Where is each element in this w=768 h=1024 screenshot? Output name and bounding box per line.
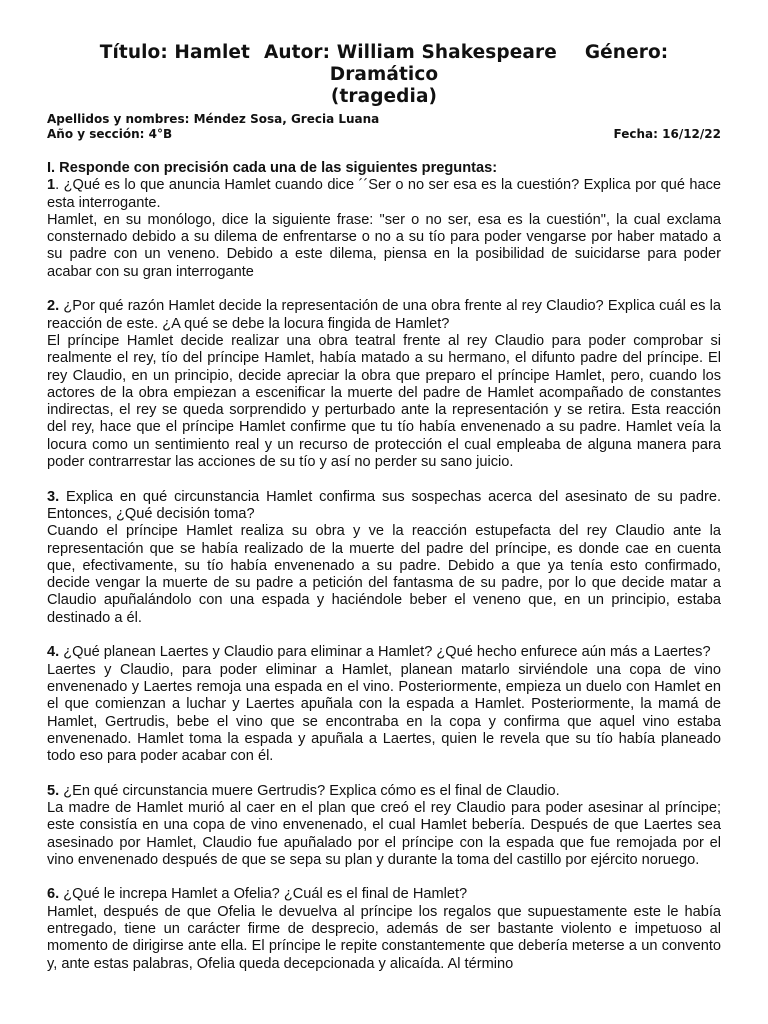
question-number: 2. xyxy=(47,298,60,315)
answer-text: La madre de Hamlet murió al caer en el plan que creó el rey Claudio para poder asesinar al príncipe; este consistía en una copa de vino envenenado, el cual Hamlet bebería. Después de que Laertes sea asesinado por Hamlet, Claudio fue apuñalado por el príncipe con la espada que fue remojada por el vino envenenado después de que se sepa su plan y durante la toma del castillo por ejército noruego. xyxy=(47,799,721,868)
question-text xyxy=(47,783,721,800)
document-title-line xyxy=(47,42,721,86)
question-block-4 xyxy=(47,644,721,765)
answer-text: Hamlet, después de que Ofelia le devuelva al príncipe los regalos que supuestamente este le había entregado, tiene un carácter firme de desprecio, además de ser bastante violento e impetuoso al momento de dirigirse ante ella. El príncipe le repite constantemente que debería meterse a un convento y, ante estas palabras, Ofelia queda decepcionada y alicaída. Al término xyxy=(47,903,721,972)
author-value: William Shakespeare xyxy=(336,42,557,63)
question-block-3 xyxy=(47,489,721,627)
question-text xyxy=(47,886,721,903)
question-number: 3. xyxy=(47,488,60,505)
question-number: 6. xyxy=(47,886,60,903)
question-text xyxy=(47,298,721,333)
questions-list xyxy=(47,177,721,973)
answer-text: Laertes y Claudio, para poder eliminar a Hamlet, planean matarlo sirviéndole una copa de vino envenenado y Laertes remoja una espada en el vino. Posteriormente, empieza un duelo con Hamlet en el que comienzan a luchar y Laertes apuñala con la espada a Hamlet. Posteriormente, la mamá de Hamlet, Gertrudis, bebe el vino que se encontraba en la copa y confirma que aquel vino estaba envenenado. Hamlet toma la espada y apuñala a Laertes, quien le revela que su tío había planeado todo eso para poder acabar con él. xyxy=(47,661,721,765)
question-prompt: ¿En qué circunstancia muere Gertrudis? Explica cómo es el final de Claudio. xyxy=(59,782,560,799)
question-text xyxy=(47,177,721,212)
document-page xyxy=(47,42,721,973)
answer-text: Cuando el príncipe Hamlet realiza su obra y ve la reacción estupefacta del rey Claudio ante la representación que se había realizado de la muerte del padre del príncipe, es donde cae en cuenta que, efectivamente, su tío había envenenado a su padre. Debido a que ya tenía esto confirmado, decide vengar la muerte de su padre a petición del fantasma de su padre, por lo que decide matar a Claudio apuñalándolo con una espada y haciéndole beber el veneno que, en un principio, estaba destinado a él. xyxy=(47,523,721,626)
question-number: 1 xyxy=(47,177,56,194)
question-number: 5. xyxy=(47,782,60,799)
question-block-6 xyxy=(47,886,721,972)
instruction-heading: I. Responde con precisión cada una de las siguientes preguntas: xyxy=(47,160,498,176)
section: Año y sección: 4°B xyxy=(47,127,173,141)
title-value: Hamlet xyxy=(174,42,250,63)
student-info xyxy=(47,112,721,142)
question-prompt: Explica en qué circunstancia Hamlet confirma sus sospechas acerca del asesinato de su padre. Entonces, ¿Qué decisión toma? xyxy=(47,488,721,522)
title-label: Título: xyxy=(99,42,168,63)
date: Fecha: 16/12/22 xyxy=(613,127,721,141)
genre-value: Dramático xyxy=(329,64,439,85)
genre-subtitle: (tragedia) xyxy=(330,86,438,107)
question-prompt: ¿Por qué razón Hamlet decide la representación de una obra frente al rey Claudio? Explica cuál es la reacción de este. ¿A qué se debe la locura fingida de Hamlet? xyxy=(47,298,721,332)
answer-text: Hamlet, en su monólogo, dice la siguiente frase: "ser o no ser, esa es la cuestión", la cual exclama consternado debido a su dilema de enfrentarse o no a su tío para poder vengarse por haber matado a su padre con un veneno. Debido a este dilema, piensa en la posibilidad de suicidarse para poder acabar con su gran interrogante xyxy=(47,211,721,280)
question-block-2 xyxy=(47,298,721,471)
question-prompt: ¿Qué planean Laertes y Claudio para eliminar a Hamlet? ¿Qué hecho enfurece aún más a Laertes? xyxy=(59,644,711,661)
author-label: Autor: xyxy=(263,42,331,63)
question-text xyxy=(47,489,721,524)
question-block-5 xyxy=(47,783,721,869)
genre-label: Género: xyxy=(584,42,669,63)
answer-text: El príncipe Hamlet decide realizar una obra teatral frente al rey Claudio para poder comprobar si realmente el rey, tío del príncipe Hamlet, había matado a su hermano, el difunto padre del príncipe. El rey Claudio, en un principio, decide apreciar la obra que preparo el príncipe Hamlet, pero, cuando los actores de la obra empiezan a escenificar la muerte del padre de Hamlet acompañado de constantes indirectas, el rey se queda sorprendido y perturbado ante la representación y se retira. Esta reacción del rey, hace que el príncipe Hamlet confirme que tu tío había envenenado a su padre. Hamlet veía la locura como un sentimiento real y un recurso de protección el cual empleaba de alguna manera para poder contrarrestar las acciones de su tío y así no perder su sano juicio. xyxy=(47,332,721,471)
question-prompt: . ¿Qué es lo que anuncia Hamlet cuando dice ´´Ser o no ser esa es la cuestión? Explica por qué hace esta interrogante. xyxy=(47,177,721,211)
section-date-row xyxy=(47,127,721,142)
question-text xyxy=(47,644,721,661)
question-prompt: ¿Qué le increpa Hamlet a Ofelia? ¿Cuál es el final de Hamlet? xyxy=(59,886,468,903)
question-number: 4. xyxy=(47,644,60,661)
question-block-1 xyxy=(47,177,721,281)
student-name: Apellidos y nombres: Méndez Sosa, Grecia Luana xyxy=(47,112,380,126)
